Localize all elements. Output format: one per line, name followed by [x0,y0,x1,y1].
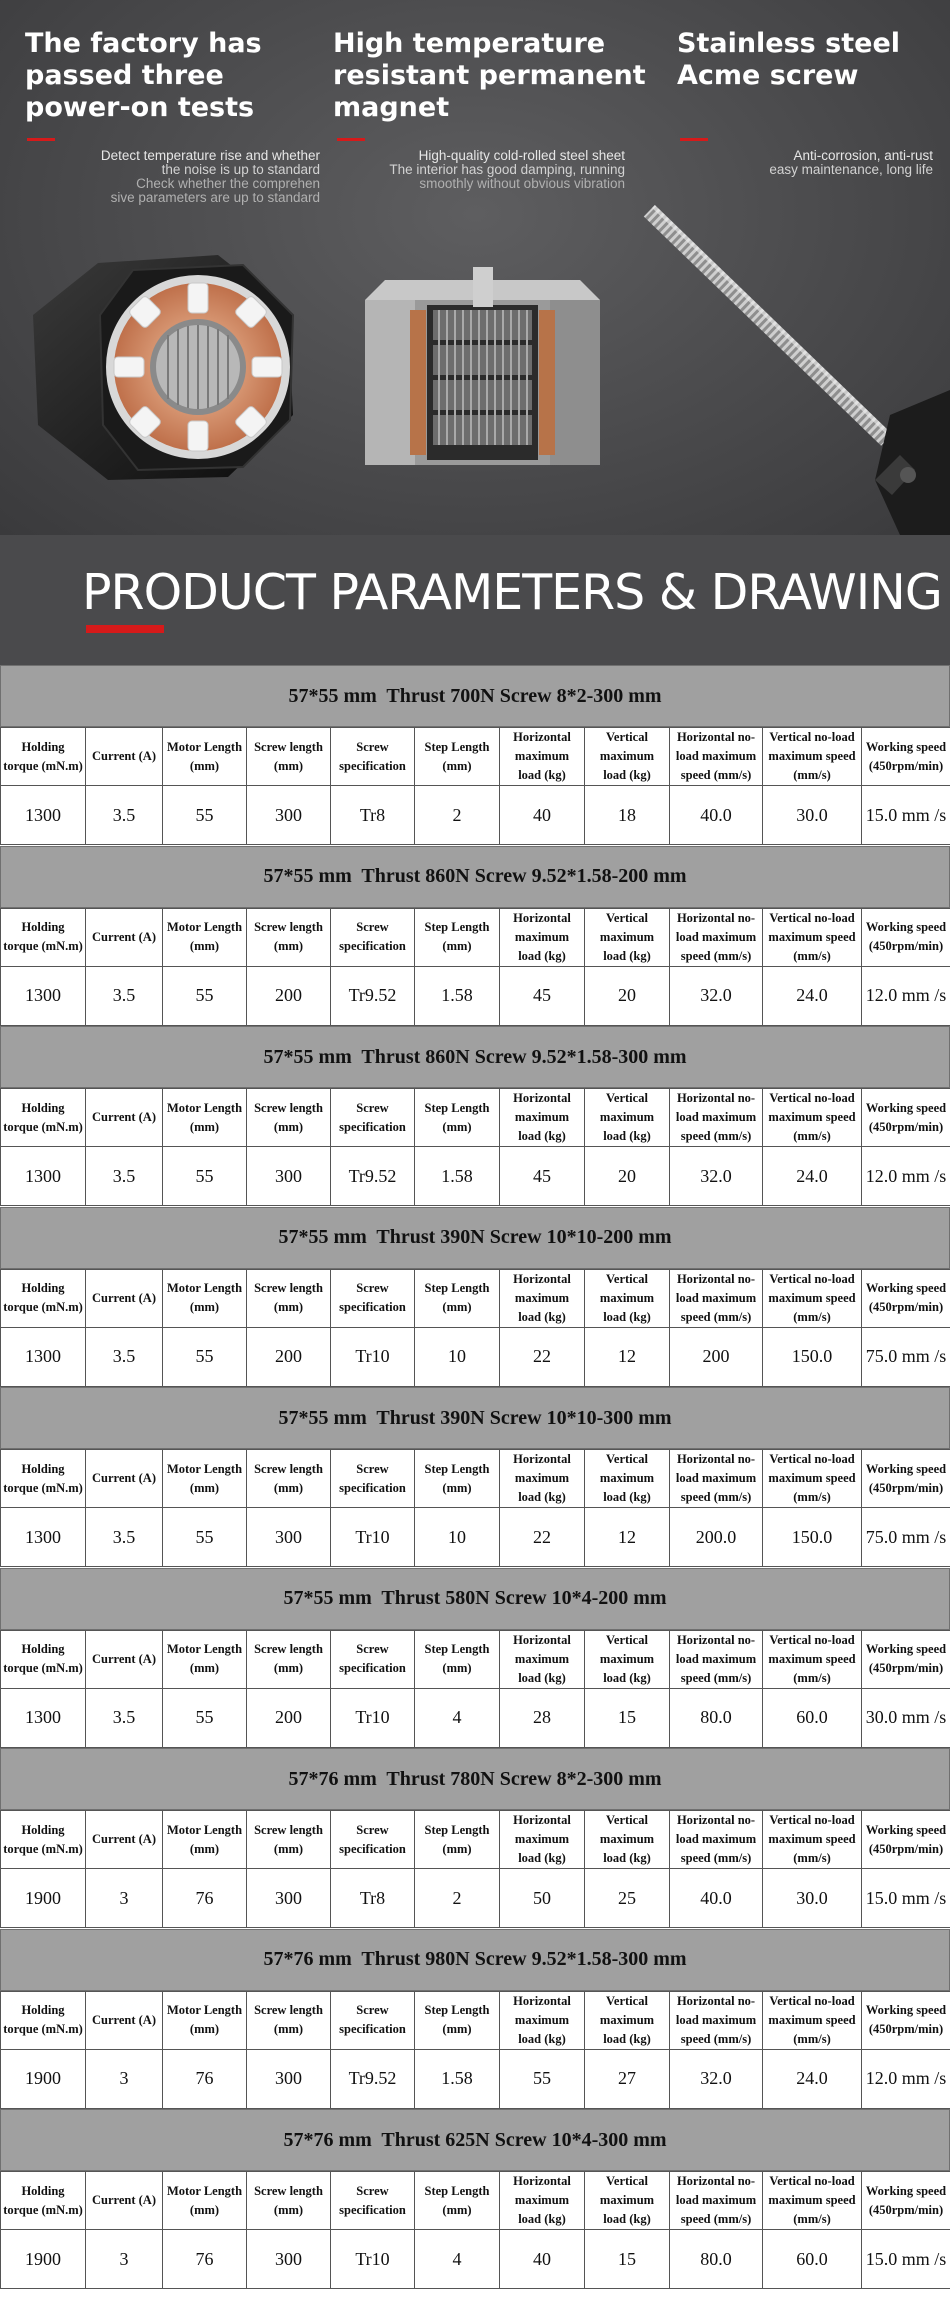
column-header: Horizontal maximum load (kg) [500,1811,585,1869]
column-header: Step Length (mm) [415,1991,500,2049]
column-header: Holding torque (mN.m) [1,1630,86,1688]
column-header: Holding torque (mN.m) [1,2172,86,2230]
table-cell: 18 [585,786,670,845]
spec-tables [0,665,950,2290]
table-cell: 45 [500,1147,585,1206]
column-header: Vertical maximum load (kg) [585,1269,670,1327]
table-cell: 30.0 [763,1869,862,1928]
table-cell: 75.0 mm /s [862,1327,950,1386]
spec-table-title-text: 57*76 mm Thrust 625N Screw 10*4-300 mm [283,2128,667,2151]
table-cell: 76 [163,2230,247,2289]
table-cell: 200 [247,1327,331,1386]
section-title: PRODUCT PARAMETERS & DRAWING [82,564,942,621]
table-cell: 300 [247,786,331,845]
table-cell: 1900 [1,1869,86,1928]
table-cell: 3.5 [86,966,163,1025]
table-row [1,2230,950,2289]
table-cell: 1300 [1,1147,86,1206]
column-header: Horizontal maximum load (kg) [500,1991,585,2049]
column-header: Motor Length (mm) [163,1089,247,1147]
table-cell: 22 [500,1327,585,1386]
table-cell: 300 [247,1508,331,1567]
column-header: Vertical maximum load (kg) [585,908,670,966]
header-row [1,1450,950,1508]
spec-table-title-text: 57*55 mm Thrust 860N Screw 9.52*1.58-200 mm [263,865,687,887]
table-cell: 3.5 [86,1508,163,1567]
table-cell: 1.58 [415,1147,500,1206]
column-header: Screw length (mm) [247,728,331,786]
column-header: Vertical maximum load (kg) [585,1630,670,1688]
table-row [1,786,950,845]
column-header: Vertical maximum load (kg) [585,1450,670,1508]
table-cell: 1.58 [415,966,500,1025]
accent-line [27,138,55,141]
table-cell: 75.0 mm /s [862,1508,950,1567]
column-header: Vertical no-load maximum speed (mm/s) [763,1811,862,1869]
column-header: Horizontal maximum load (kg) [500,1269,585,1327]
table-row [1,1688,950,1747]
column-header: Vertical no-load maximum speed (mm/s) [763,1089,862,1147]
column-header: Vertical maximum load (kg) [585,1089,670,1147]
column-header: Screw specification [331,1630,415,1688]
table-cell: 150.0 [763,1327,862,1386]
table-cell: 76 [163,2049,247,2108]
table-cell: 12.0 mm /s [862,966,950,1025]
table-cell: 40.0 [670,786,763,845]
header-row [1,728,950,786]
table-cell: 28 [500,1688,585,1747]
column-header: Working speed (450rpm/min) [862,1450,950,1508]
spec-grid [0,1991,950,2109]
column-header: Working speed (450rpm/min) [862,2172,950,2230]
column-header: Screw length (mm) [247,1269,331,1327]
table-row [1,966,950,1025]
column-header: Motor Length (mm) [163,1811,247,1869]
table-cell: 60.0 [763,1688,862,1747]
column-header: Horizontal maximum load (kg) [500,1450,585,1508]
spec-table-title [0,2109,950,2171]
column-header: Working speed (450rpm/min) [862,1991,950,2049]
feature-subtitle: Anti-corrosion, anti-rust easy maintenance, long life [769,148,933,177]
table-cell: 200.0 [670,1508,763,1567]
table-cell: Tr10 [331,1688,415,1747]
stator-motor-icon [28,255,298,480]
spec-table [0,1748,950,1929]
column-header: Working speed (450rpm/min) [862,1630,950,1688]
header-row [1,2172,950,2230]
column-header: Holding torque (mN.m) [1,1269,86,1327]
table-cell: 300 [247,1147,331,1206]
spec-grid [0,2171,950,2289]
column-header: Horizontal maximum load (kg) [500,908,585,966]
column-header: Vertical no-load maximum speed (mm/s) [763,908,862,966]
column-header: Vertical maximum load (kg) [585,2172,670,2230]
table-cell: 1900 [1,2049,86,2108]
column-header: Holding torque (mN.m) [1,1450,86,1508]
header-row [1,1811,950,1869]
spec-grid [0,727,950,845]
column-header: Screw length (mm) [247,1991,331,2049]
spec-grid [0,1449,950,1567]
column-header: Horizontal no-load maximum speed (mm/s) [670,1630,763,1688]
table-cell: Tr9.52 [331,1147,415,1206]
column-header: Screw length (mm) [247,1089,331,1147]
feature-tests [25,28,262,124]
column-header: Screw specification [331,728,415,786]
column-header: Holding torque (mN.m) [1,1811,86,1869]
spec-table-title-text: 57*55 mm Thrust 390N Screw 10*10-300 mm [278,1406,672,1429]
table-cell: 24.0 [763,966,862,1025]
column-header: Horizontal no-load maximum speed (mm/s) [670,1269,763,1327]
feature-subtitle: Detect temperature rise and whether the noise is up to standard Check whether the comprehen sive parameters are up to standard [100,148,320,205]
table-cell: 3.5 [86,786,163,845]
column-header: Horizontal no-load maximum speed (mm/s) [670,1811,763,1869]
spec-table-title [0,846,950,908]
table-cell: 1300 [1,1508,86,1567]
table-cell: 300 [247,2049,331,2108]
table-cell: 1300 [1,1327,86,1386]
header-row [1,1991,950,2049]
table-cell: 3 [86,1869,163,1928]
column-header: Working speed (450rpm/min) [862,1089,950,1147]
spec-table-title [0,1026,950,1088]
table-cell: Tr8 [331,1869,415,1928]
column-header: Screw length (mm) [247,908,331,966]
table-cell: 30.0 [763,786,862,845]
column-header: Motor Length (mm) [163,1630,247,1688]
column-header: Screw specification [331,1089,415,1147]
table-cell: 55 [163,1508,247,1567]
column-header: Step Length (mm) [415,1450,500,1508]
spec-table-title-text: 57*55 mm Thrust 580N Screw 10*4-200 mm [283,1587,667,1609]
column-header: Vertical no-load maximum speed (mm/s) [763,2172,862,2230]
column-header: Current (A) [86,1450,163,1508]
table-cell: 24.0 [763,1147,862,1206]
table-cell: 55 [163,966,247,1025]
header-row [1,1089,950,1147]
column-header: Step Length (mm) [415,1630,500,1688]
table-cell: 15 [585,1688,670,1747]
table-cell: 15.0 mm /s [862,1869,950,1928]
table-cell: 15 [585,2230,670,2289]
table-cell: 76 [163,1869,247,1928]
column-header: Horizontal no-load maximum speed (mm/s) [670,1450,763,1508]
motor-cutaway-icon [355,265,610,475]
spec-table-title [0,1748,950,1810]
spec-grid [0,1810,950,1928]
spec-grid [0,1269,950,1387]
table-cell: 3.5 [86,1147,163,1206]
column-header: Step Length (mm) [415,728,500,786]
spec-table [0,1207,950,1388]
column-header: Screw length (mm) [247,1450,331,1508]
column-header: Working speed (450rpm/min) [862,1269,950,1327]
spec-grid [0,1630,950,1748]
table-cell: 1300 [1,1688,86,1747]
column-header: Step Length (mm) [415,908,500,966]
table-cell: 10 [415,1327,500,1386]
table-cell: 40.0 [670,1869,763,1928]
spec-table-title-text: 57*55 mm Thrust 860N Screw 9.52*1.58-300 mm [263,1045,687,1068]
spec-table-title-text: 57*76 mm Thrust 980N Screw 9.52*1.58-300 mm [263,1948,687,1970]
feature-magnet [333,28,646,124]
column-header: Vertical no-load maximum speed (mm/s) [763,728,862,786]
table-row [1,1147,950,1206]
column-header: Motor Length (mm) [163,908,247,966]
column-header: Holding torque (mN.m) [1,1991,86,2049]
column-header: Horizontal no-load maximum speed (mm/s) [670,908,763,966]
column-header: Screw length (mm) [247,2172,331,2230]
table-row [1,1508,950,1567]
table-cell: 200 [670,1327,763,1386]
table-cell: 25 [585,1869,670,1928]
column-header: Working speed (450rpm/min) [862,1811,950,1869]
table-cell: 12 [585,1508,670,1567]
table-cell: 3.5 [86,1688,163,1747]
column-header: Current (A) [86,1811,163,1869]
column-header: Vertical no-load maximum speed (mm/s) [763,1450,862,1508]
table-cell: 32.0 [670,1147,763,1206]
accent-line [680,138,708,141]
table-cell: Tr10 [331,1327,415,1386]
accent-line [337,138,365,141]
spec-table-title [0,1929,950,1991]
table-cell: 24.0 [763,2049,862,2108]
table-cell: 2 [415,786,500,845]
table-cell: 12.0 mm /s [862,2049,950,2108]
column-header: Working speed (450rpm/min) [862,728,950,786]
column-header: Horizontal no-load maximum speed (mm/s) [670,1991,763,2049]
table-cell: 200 [247,1688,331,1747]
table-row [1,1327,950,1386]
column-header: Working speed (450rpm/min) [862,908,950,966]
spec-table-title [0,1568,950,1630]
table-cell: 3.5 [86,1327,163,1386]
table-cell: 10 [415,1508,500,1567]
column-header: Screw specification [331,1811,415,1869]
table-cell: 200 [247,966,331,1025]
column-header: Horizontal no-load maximum speed (mm/s) [670,1089,763,1147]
spec-table-title-text: 57*76 mm Thrust 780N Screw 8*2-300 mm [288,1767,662,1790]
column-header: Vertical no-load maximum speed (mm/s) [763,1991,862,2049]
column-header: Current (A) [86,1630,163,1688]
column-header: Current (A) [86,728,163,786]
feature-banner [0,0,950,535]
table-cell: 60.0 [763,2230,862,2289]
column-header: Horizontal maximum load (kg) [500,2172,585,2230]
accent-line [86,625,164,633]
column-header: Holding torque (mN.m) [1,1089,86,1147]
column-header: Screw specification [331,908,415,966]
table-cell: 80.0 [670,2230,763,2289]
column-header: Screw length (mm) [247,1811,331,1869]
column-header: Motor Length (mm) [163,1269,247,1327]
spec-table [0,1929,950,2110]
column-header: Step Length (mm) [415,1089,500,1147]
spec-table-title [0,665,950,727]
spec-table [0,1026,950,1207]
column-header: Horizontal maximum load (kg) [500,1630,585,1688]
table-cell: 32.0 [670,2049,763,2108]
table-cell: 55 [163,1147,247,1206]
table-cell: 4 [415,1688,500,1747]
table-cell: 1900 [1,2230,86,2289]
table-cell: 2 [415,1869,500,1928]
table-cell: 3 [86,2230,163,2289]
column-header: Horizontal maximum load (kg) [500,728,585,786]
table-cell: Tr10 [331,2230,415,2289]
spec-grid [0,1088,950,1206]
table-cell: 12 [585,1327,670,1386]
column-header: Vertical no-load maximum speed (mm/s) [763,1269,862,1327]
table-cell: 30.0 mm /s [862,1688,950,1747]
table-cell: 22 [500,1508,585,1567]
column-header: Screw specification [331,1991,415,2049]
header-row [1,1269,950,1327]
table-cell: 80.0 [670,1688,763,1747]
table-cell: 50 [500,1869,585,1928]
column-header: Horizontal maximum load (kg) [500,1089,585,1147]
header-row [1,908,950,966]
column-header: Step Length (mm) [415,1811,500,1869]
table-cell: Tr8 [331,786,415,845]
spec-table [0,665,950,846]
table-cell: 4 [415,2230,500,2289]
spec-table-title [0,1387,950,1449]
table-cell: Tr9.52 [331,2049,415,2108]
column-header: Vertical maximum load (kg) [585,1991,670,2049]
feature-title: Stainless steel Acme screw [677,28,901,91]
column-header: Motor Length (mm) [163,728,247,786]
spec-table [0,1568,950,1749]
table-cell: 32.0 [670,966,763,1025]
column-header: Step Length (mm) [415,1269,500,1327]
spec-table-title-text: 57*55 mm Thrust 700N Screw 8*2-300 mm [288,684,662,707]
column-header: Screw length (mm) [247,1630,331,1688]
screw-rod-icon [640,195,950,535]
table-cell: 1300 [1,786,86,845]
column-header: Screw specification [331,2172,415,2230]
table-cell: 150.0 [763,1508,862,1567]
table-cell: 40 [500,786,585,845]
column-header: Vertical maximum load (kg) [585,728,670,786]
feature-title: High temperature resistant permanent magnet [333,28,646,123]
table-cell: 27 [585,2049,670,2108]
column-header: Horizontal no-load maximum speed (mm/s) [670,728,763,786]
spec-grid [0,908,950,1026]
table-cell: Tr10 [331,1508,415,1567]
column-header: Screw specification [331,1450,415,1508]
spec-table [0,2109,950,2290]
table-cell: 15.0 mm /s [862,786,950,845]
column-header: Step Length (mm) [415,2172,500,2230]
table-row [1,2049,950,2108]
table-cell: 3 [86,2049,163,2108]
table-cell: 300 [247,2230,331,2289]
section-header [0,535,950,665]
table-cell: 15.0 mm /s [862,2230,950,2289]
column-header: Vertical maximum load (kg) [585,1811,670,1869]
column-header: Motor Length (mm) [163,1991,247,2049]
table-cell: 55 [163,1688,247,1747]
table-cell: 1300 [1,966,86,1025]
feature-subtitle: High-quality cold-rolled steel sheet The interior has good damping, running smoothly without obvious vibration [389,148,625,191]
spec-table-title-text: 57*55 mm Thrust 390N Screw 10*10-200 mm [278,1226,672,1248]
table-cell: 55 [163,786,247,845]
header-row [1,1630,950,1688]
table-cell: 20 [585,1147,670,1206]
table-row [1,1869,950,1928]
spec-table [0,1387,950,1568]
column-header: Holding torque (mN.m) [1,728,86,786]
column-header: Motor Length (mm) [163,1450,247,1508]
column-header: Current (A) [86,2172,163,2230]
column-header: Holding torque (mN.m) [1,908,86,966]
column-header: Current (A) [86,1089,163,1147]
column-header: Motor Length (mm) [163,2172,247,2230]
column-header: Current (A) [86,908,163,966]
column-header: Current (A) [86,1269,163,1327]
column-header: Vertical no-load maximum speed (mm/s) [763,1630,862,1688]
table-cell: 55 [163,1327,247,1386]
feature-title: The factory has passed three power-on tests [25,28,262,123]
table-cell: 12.0 mm /s [862,1147,950,1206]
table-cell: 45 [500,966,585,1025]
table-cell: 20 [585,966,670,1025]
table-cell: 40 [500,2230,585,2289]
table-cell: 55 [500,2049,585,2108]
feature-screw [677,28,900,92]
column-header: Current (A) [86,1991,163,2049]
spec-table [0,846,950,1027]
table-cell: 300 [247,1869,331,1928]
column-header: Screw specification [331,1269,415,1327]
spec-table-title [0,1207,950,1269]
table-cell: Tr9.52 [331,966,415,1025]
table-cell: 1.58 [415,2049,500,2108]
column-header: Horizontal no-load maximum speed (mm/s) [670,2172,763,2230]
